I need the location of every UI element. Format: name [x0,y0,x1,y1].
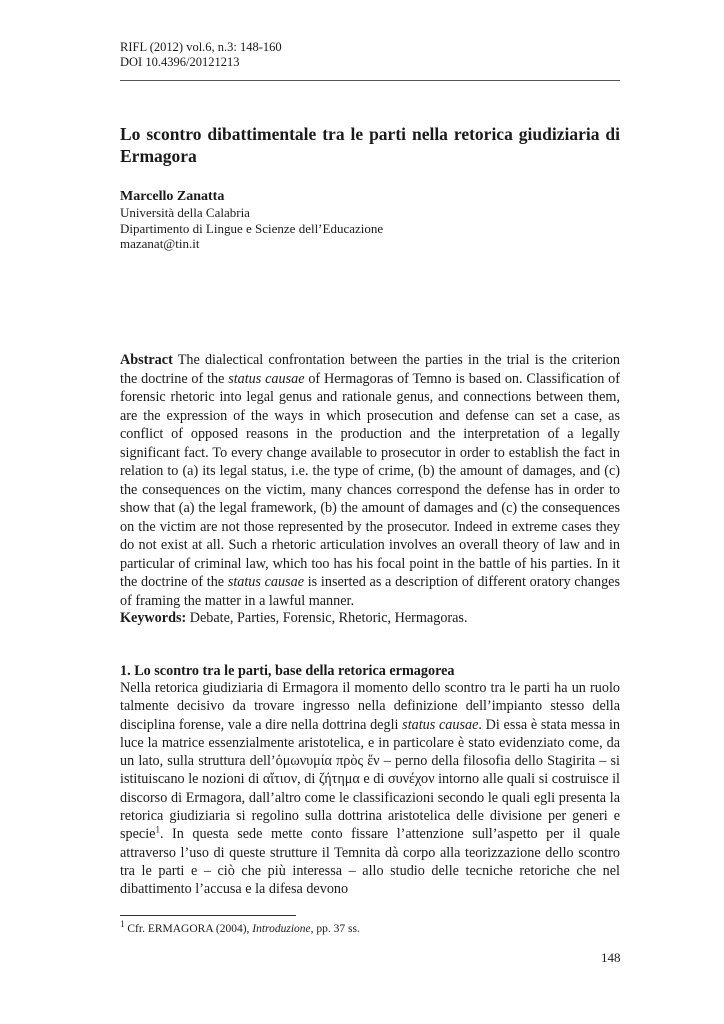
footnote-text-part: , pp. 37 ss. [310,923,360,935]
footnote-number: 1 [120,919,125,930]
author-email: mazanat@tin.it [120,236,200,251]
footnote-divider [120,915,296,916]
body-text-part: . Di essa è stata messa in luce la matrice essenzialmente aristotelica, e in particolare è stato evidenziato come, da un lato, sulla struttura dell’ὁμωνυμία πρὸς ἕν – perno della filosofia dello Stagirita – si istituiscano le nozioni di αἴτιον, di ζήτημα e di συνέχον intorno alle quali si costruisce il discorso di Ermagora, dall’altro come le classificazioni secondo le quali egli presenta la retorica giudiziaria si regolino sulla dottrina aristotelica delle divisione per generi e specie [120,716,621,843]
abstract [120,351,620,610]
doi: DOI 10.4396/20121213 [120,55,240,69]
keywords-label: Keywords: [120,610,187,626]
section-body [120,679,620,899]
author-name: Marcello Zanatta [120,189,225,204]
abstract-text-part: The dialectical confrontation between the parties in the trial is the criterion the doctrine of the [120,352,620,387]
body-text-part: Nella retorica giudiziaria di Ermagora il momento dello scontro tra le parti ha un ruolo talmente decisivo da trovare ingresso nella definizione dell’impianto stesso della disciplina forense, vale a dire nella dottrina degli [120,680,620,733]
footnote-italic: Introduzione [252,923,311,935]
article-title: Lo scontro dibattimentale tra le parti nella retorica giudiziaria di Ermagora [120,124,620,166]
keywords-text: Debate, Parties, Forensic, Rhetoric, Hermagoras. [186,610,468,626]
journal-citation: RIFL (2012) vol.6, n.3: 148-160 [120,40,282,54]
abstract-italic-term: status causae [227,574,305,590]
footnote-text-part: Cfr. ERMAGORA (2004), [124,923,253,935]
journal-header [120,40,282,70]
abstract-italic-term: status causae [228,370,305,387]
author-affiliation-department: Dipartimento di Lingue e Scienze dell’Educazione [120,220,384,236]
abstract-text-part: of Hermagoras of Temno is based on. Classification of forensic rhetoric into legal genus and rationale genus, and connections between them, are the expression of the ways in which prosecution and defense can set a case, as conflict of opposed reasons in the production and the interpretation of a legally significant fact. To every change available to prosecutor in order to establish the fact in relation to (a) its legal status, i.e. the type of crime, (b) the amount of damages, and (c) the consequences on the victim, many chances correspond the defense has in order to show that (a) the legal framework, (b) the amount of damages and (c) the consequences on the victim are not those represented by the prosecutor. Indeed in extreme cases they do not exist at all. Such a rhetoric articulation involves an overall theory of law and in particular of criminal law, which too has his focal point in the battle of his parties. In it the doctrine of the [120,370,620,590]
abstract-label: Abstract [120,352,173,368]
body-text-part: . In questa sede mette conto fissare l’attenzione sull’aspetto per il quale attraverso l’uso di queste strutture il Temnita dà corpo alla teorizzazione dello scontro tra le parti e – ciò che più interessa – allo studio delle tecniche retoriche che nel dibattimento l’accusa e la difesa devono [120,826,620,898]
page-number: 148 [601,950,621,965]
author-block [120,188,383,252]
footnote-reference[interactable]: 1 [155,824,160,835]
author-affiliation-university: Università della Calabria [120,205,250,220]
header-divider [120,80,620,81]
body-italic-term: status causae [402,716,479,733]
section-heading: 1. Lo scontro tra le parti, base della retorica ermagorea [120,663,455,679]
keywords [120,609,620,627]
footnote [120,919,360,936]
abstract-text-part: is inserted as a description of different oratory changes of framing the matter in a lawful manner. [120,574,621,609]
